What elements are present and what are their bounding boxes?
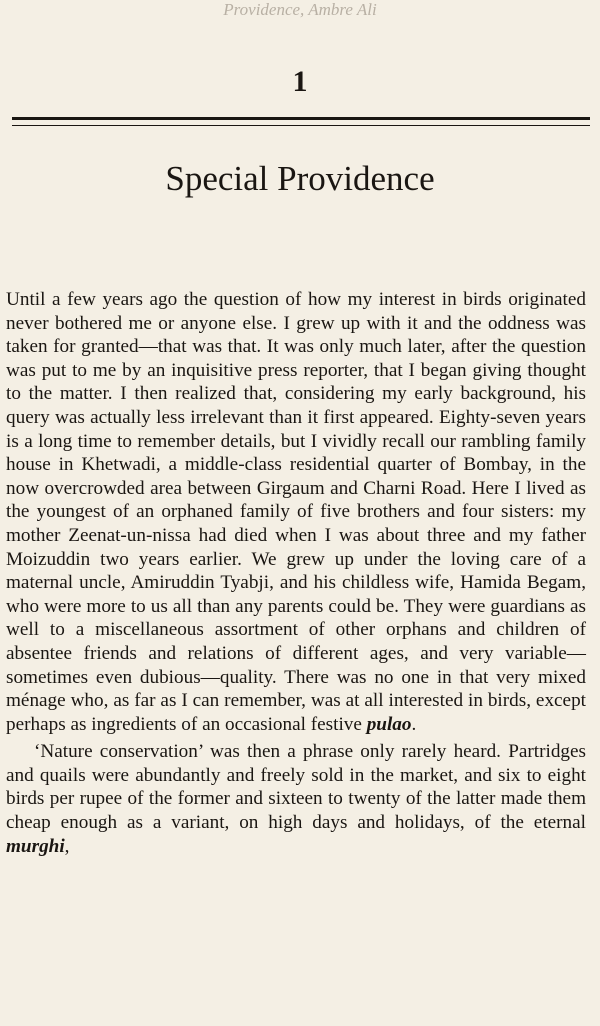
chapter-rule-thick (12, 117, 590, 120)
paragraph-2-punct: , (64, 835, 70, 857)
body-text (6, 288, 586, 858)
chapter-number: 1 (292, 65, 308, 98)
paragraph-1 (6, 288, 586, 736)
paragraph-1-punct: . (411, 713, 417, 735)
paragraph-2-text: ‘Nature conservation’ was then a phrase only rarely heard. Partridges and quails were abundantly and freely sold in the market, and six to eight birds per rupee of the former and sixteen to twenty of the latter made them cheap enough as a variant, on high days and holidays, of the eternal (6, 741, 586, 834)
paragraph-2-italic-term: murghi (6, 835, 65, 857)
paragraph-1-text: Until a few years ago the question of how my interest in birds originated never bothered me or anyone else. I grew up with it and the oddness was taken for granted—that was that. It was only much later, after the question was put to me by an inquisitive press reporter, that I began giving thought to the matter. I then realized that, considering my early background, his query was actually less irrelevant than it first appeared. Eighty-seven years is a long time to remember details, but I vividly recall our rambling family house in Khetwadi, a middle-class residential quarter of Bombay, in the now overcrowded area between Girgaum and Charni Road. Here I lived as the youngest of an orphaned family of five brothers and four sisters: my mother Zeenat-un-nissa had died when I was about three and my father Moizuddin two years earlier. We grew up under the loving care of a maternal uncle, Amiruddin Tyabji, and his childless wife, Hamida Begam, who were more to us all than any parents could be. They were guardians as well to a miscellaneous assortment of other orphans and children of absentee friends and relations of different ages, and very variable—sometimes even dubious—quality. There was no one in that very mixed ménage who, as far as I can remember, was at all interested in birds, except perhaps as ingredients of an occasional festive (6, 289, 586, 735)
paragraph-2 (6, 740, 586, 858)
chapter-title: Special Providence (165, 159, 435, 198)
paragraph-1-italic-term: pulao (366, 713, 412, 735)
chapter-rule-thin (12, 125, 590, 126)
running-head: Providence, Ambre Ali (223, 0, 377, 19)
